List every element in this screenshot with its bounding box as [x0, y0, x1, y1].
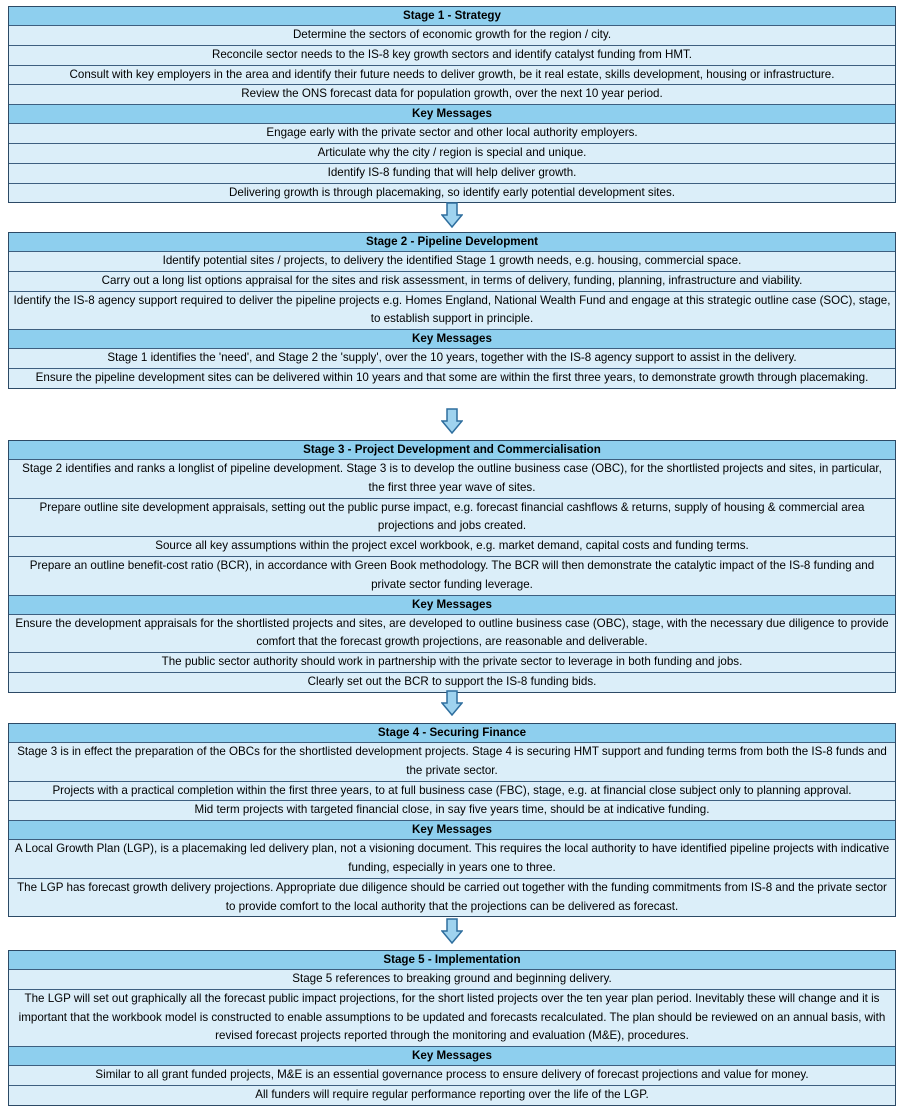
stage-3-box	[8, 440, 896, 693]
stage-3-title: Stage 3 - Project Development and Commercialisation	[9, 441, 895, 460]
stage-2-key-message: Ensure the pipeline development sites can be delivered within 10 years and that some are within the first three years, to demonstrate growth through placemaking.	[9, 369, 895, 388]
stage-1-title: Stage 1 - Strategy	[9, 7, 895, 26]
stage-1-box	[8, 6, 896, 203]
stage-4-box	[8, 723, 896, 917]
stage-2-item: Identify the IS-8 agency support required to deliver the pipeline projects e.g. Homes England, National Wealth Fund and engage at this strategic outline case (SOC), stage, to establish support in principle.	[9, 292, 895, 331]
stage-2-key-messages-title: Key Messages	[9, 330, 895, 349]
stage-5-item: The LGP will set out graphically all the forecast public impact projections, for the short listed projects over the ten year plan period. Inevitably these will change and it is important that the workbook model is constructed to enable assumptions to be updated and forecasts recalculated. The plan should be reviewed on an annual basis, with revised forecast projects reported through the monitoring and evaluation (M&E), procedures.	[9, 990, 895, 1047]
down-arrow-icon	[441, 690, 463, 716]
stage-3-key-messages-title: Key Messages	[9, 596, 895, 615]
stage-3-item: Source all key assumptions within the project excel workbook, e.g. market demand, capital costs and funding terms.	[9, 537, 895, 557]
stage-1-key-message: Engage early with the private sector and other local authority employers.	[9, 124, 895, 144]
down-arrow-icon	[441, 202, 463, 228]
down-arrow-icon	[441, 918, 463, 944]
stage-2-item: Identify potential sites / projects, to delivery the identified Stage 1 growth needs, e.g. housing, commercial space.	[9, 252, 895, 272]
stage-5-box	[8, 950, 896, 1106]
stage-4-key-message: A Local Growth Plan (LGP), is a placemaking led delivery plan, not a visioning document. This requires the local authority to have identified pipeline projects with indicative funding, especially in years one to three.	[9, 840, 895, 879]
stage-1-item: Consult with key employers in the area and identify their future needs to deliver growth, be it real estate, skills development, housing or infrastructure.	[9, 66, 895, 86]
stage-1-key-message: Articulate why the city / region is special and unique.	[9, 144, 895, 164]
stage-2-item: Carry out a long list options appraisal for the sites and risk assessment, in terms of delivery, funding, planning, infrastructure and viability.	[9, 272, 895, 292]
stage-1-key-message: Delivering growth is through placemaking, so identify early potential development sites.	[9, 184, 895, 203]
stage-4-title: Stage 4 - Securing Finance	[9, 724, 895, 743]
stage-1-item: Reconcile sector needs to the IS-8 key growth sectors and identify catalyst funding from HMT.	[9, 46, 895, 66]
stage-2-box	[8, 232, 896, 389]
stage-3-key-message: The public sector authority should work in partnership with the private sector to leverage in both funding and jobs.	[9, 653, 895, 673]
stage-4-item: Mid term projects with targeted financial close, in say five years time, should be at indicative funding.	[9, 801, 895, 821]
stage-3-item: Prepare outline site development appraisals, setting out the public purse impact, e.g. forecast financial cashflows & returns, supply of housing & commercial area projections and jobs created.	[9, 499, 895, 538]
stage-1-key-messages-title: Key Messages	[9, 105, 895, 124]
stage-2-key-message: Stage 1 identifies the 'need', and Stage 2 the 'supply', over the 10 years, together with the IS-8 agency support to assist in the delivery.	[9, 349, 895, 369]
down-arrow-icon	[441, 408, 463, 434]
stage-3-item: Stage 2 identifies and ranks a longlist of pipeline development. Stage 3 is to develop the outline business case (OBC), for the shortlisted projects and sites, in particular, the first three year wave of sites.	[9, 460, 895, 499]
stage-1-item: Review the ONS forecast data for population growth, over the next 10 year period.	[9, 85, 895, 105]
stage-3-item: Prepare an outline benefit-cost ratio (BCR), in accordance with Green Book methodology. The BCR will then demonstrate the catalytic impact of the IS-8 funding and private sector funding leverage.	[9, 557, 895, 596]
stage-3-key-message: Ensure the development appraisals for the shortlisted projects and sites, are developed to outline business case (OBC), stage, with the necessary due diligence to provide comfort that the forecast growth projections, are reasonable and deliverable.	[9, 615, 895, 654]
stage-4-key-messages-title: Key Messages	[9, 821, 895, 840]
stage-5-key-messages-title: Key Messages	[9, 1047, 895, 1066]
stage-5-item: Stage 5 references to breaking ground and beginning delivery.	[9, 970, 895, 990]
stage-4-item: Projects with a practical completion within the first three years, to at full business case (FBC), stage, e.g. at financial close subject only to planning approval.	[9, 782, 895, 802]
stage-4-item: Stage 3 is in effect the preparation of the OBCs for the shortlisted development projects. Stage 4 is securing HMT support and funding terms from both the IS-8 funds and the private sector.	[9, 743, 895, 782]
stage-1-item: Determine the sectors of economic growth for the region / city.	[9, 26, 895, 46]
stage-5-title: Stage 5 - Implementation	[9, 951, 895, 970]
stage-2-title: Stage 2 - Pipeline Development	[9, 233, 895, 252]
stage-3-key-message: Clearly set out the BCR to support the IS-8 funding bids.	[9, 673, 895, 692]
stage-5-key-message: All funders will require regular performance reporting over the life of the LGP.	[9, 1086, 895, 1105]
stage-4-key-message: The LGP has forecast growth delivery projections. Appropriate due diligence should be carried out together with the funding commitments from IS-8 and the private sector to provide comfort to the local authority that the projections can be delivered as forecast.	[9, 879, 895, 917]
stage-1-key-message: Identify IS-8 funding that will help deliver growth.	[9, 164, 895, 184]
stage-5-key-message: Similar to all grant funded projects, M&E is an essential governance process to ensure delivery of forecast projections and value for money.	[9, 1066, 895, 1086]
